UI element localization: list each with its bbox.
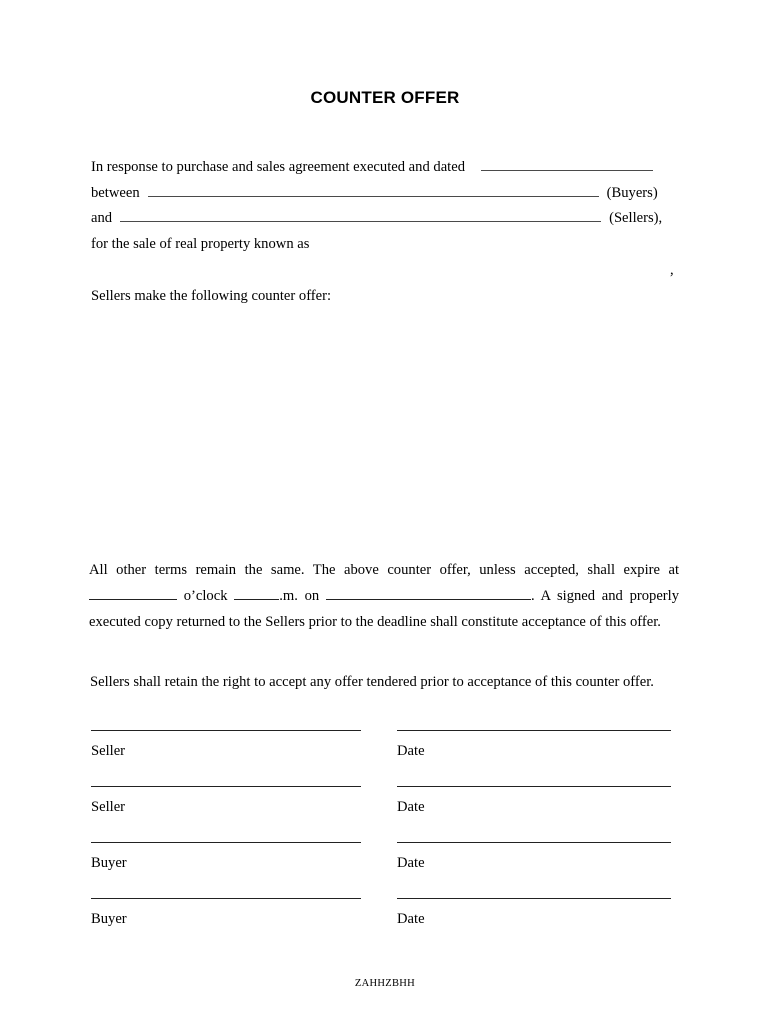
signature-label-date-1: Date xyxy=(397,743,425,759)
sellers-label: (Sellers), xyxy=(609,210,663,227)
signature-cell-seller-2 xyxy=(91,786,361,815)
intro-line-property-text: for the sale of real property known as xyxy=(91,236,310,253)
signature-cell-date-1 xyxy=(397,730,671,759)
signature-label-date-2: Date xyxy=(397,799,425,815)
intro-block xyxy=(91,155,679,258)
signature-cell-buyer-2 xyxy=(91,898,361,927)
intro-line-and-text: and xyxy=(91,210,113,227)
signature-row xyxy=(0,786,770,842)
buyers-names-blank-field[interactable] xyxy=(148,183,599,197)
signature-cell-date-2 xyxy=(397,786,671,815)
footer-document-code: ZAHHZBHH xyxy=(354,978,416,989)
signature-block xyxy=(0,730,770,954)
signature-label-seller-2: Seller xyxy=(91,799,126,815)
signature-cell-date-3 xyxy=(397,842,671,871)
sellers-names-blank-field[interactable] xyxy=(120,209,601,223)
signature-label-seller-1: Seller xyxy=(91,743,126,759)
signature-label-buyer-1: Buyer xyxy=(91,855,127,871)
dated-blank-field[interactable] xyxy=(481,157,653,171)
signature-label-buyer-2: Buyer xyxy=(91,911,127,927)
expiration-hour-blank-field[interactable] xyxy=(89,586,177,600)
page-title: COUNTER OFFER xyxy=(310,88,460,107)
signature-cell-date-4 xyxy=(397,898,671,927)
stray-comma-mark: , xyxy=(670,262,674,278)
intro-line-property xyxy=(91,232,679,258)
terms-segment-2: o’clock xyxy=(183,587,228,604)
signature-row xyxy=(0,842,770,898)
signature-row xyxy=(0,730,770,786)
intro-line-and xyxy=(91,206,679,232)
intro-line-dated xyxy=(91,155,679,181)
counter-offer-lead-in: Sellers make the following counter offer: xyxy=(91,288,332,304)
intro-line-dated-text: In response to purchase and sales agreement executed and dated xyxy=(91,159,466,175)
signature-cell-buyer-1 xyxy=(91,842,361,871)
expiration-ampm-blank-field[interactable] xyxy=(234,586,279,600)
retain-rights-clause: Sellers shall retain the right to accept any offer tendered prior to acceptance of this counter offer. xyxy=(90,674,654,690)
terms-paragraph xyxy=(89,558,679,635)
terms-segment-3: .m. on xyxy=(279,587,320,604)
signature-label-date-3: Date xyxy=(397,855,425,871)
signature-cell-seller-1 xyxy=(91,730,361,759)
expiration-date-blank-field[interactable] xyxy=(326,586,531,600)
terms-segment-5: executed copy returned to the Sellers prior to the deadline shall constitute acceptance of this offer. xyxy=(89,613,661,630)
intro-line-between-text: between xyxy=(91,184,140,201)
signature-row xyxy=(0,898,770,954)
buyers-label: (Buyers) xyxy=(606,184,658,201)
terms-segment-4: . A signed and properly xyxy=(530,587,680,604)
terms-segment-1: All other terms remain the same. The above counter offer, unless accepted, shall expire at xyxy=(89,562,679,578)
intro-line-between xyxy=(91,181,679,207)
signature-label-date-4: Date xyxy=(397,911,425,927)
